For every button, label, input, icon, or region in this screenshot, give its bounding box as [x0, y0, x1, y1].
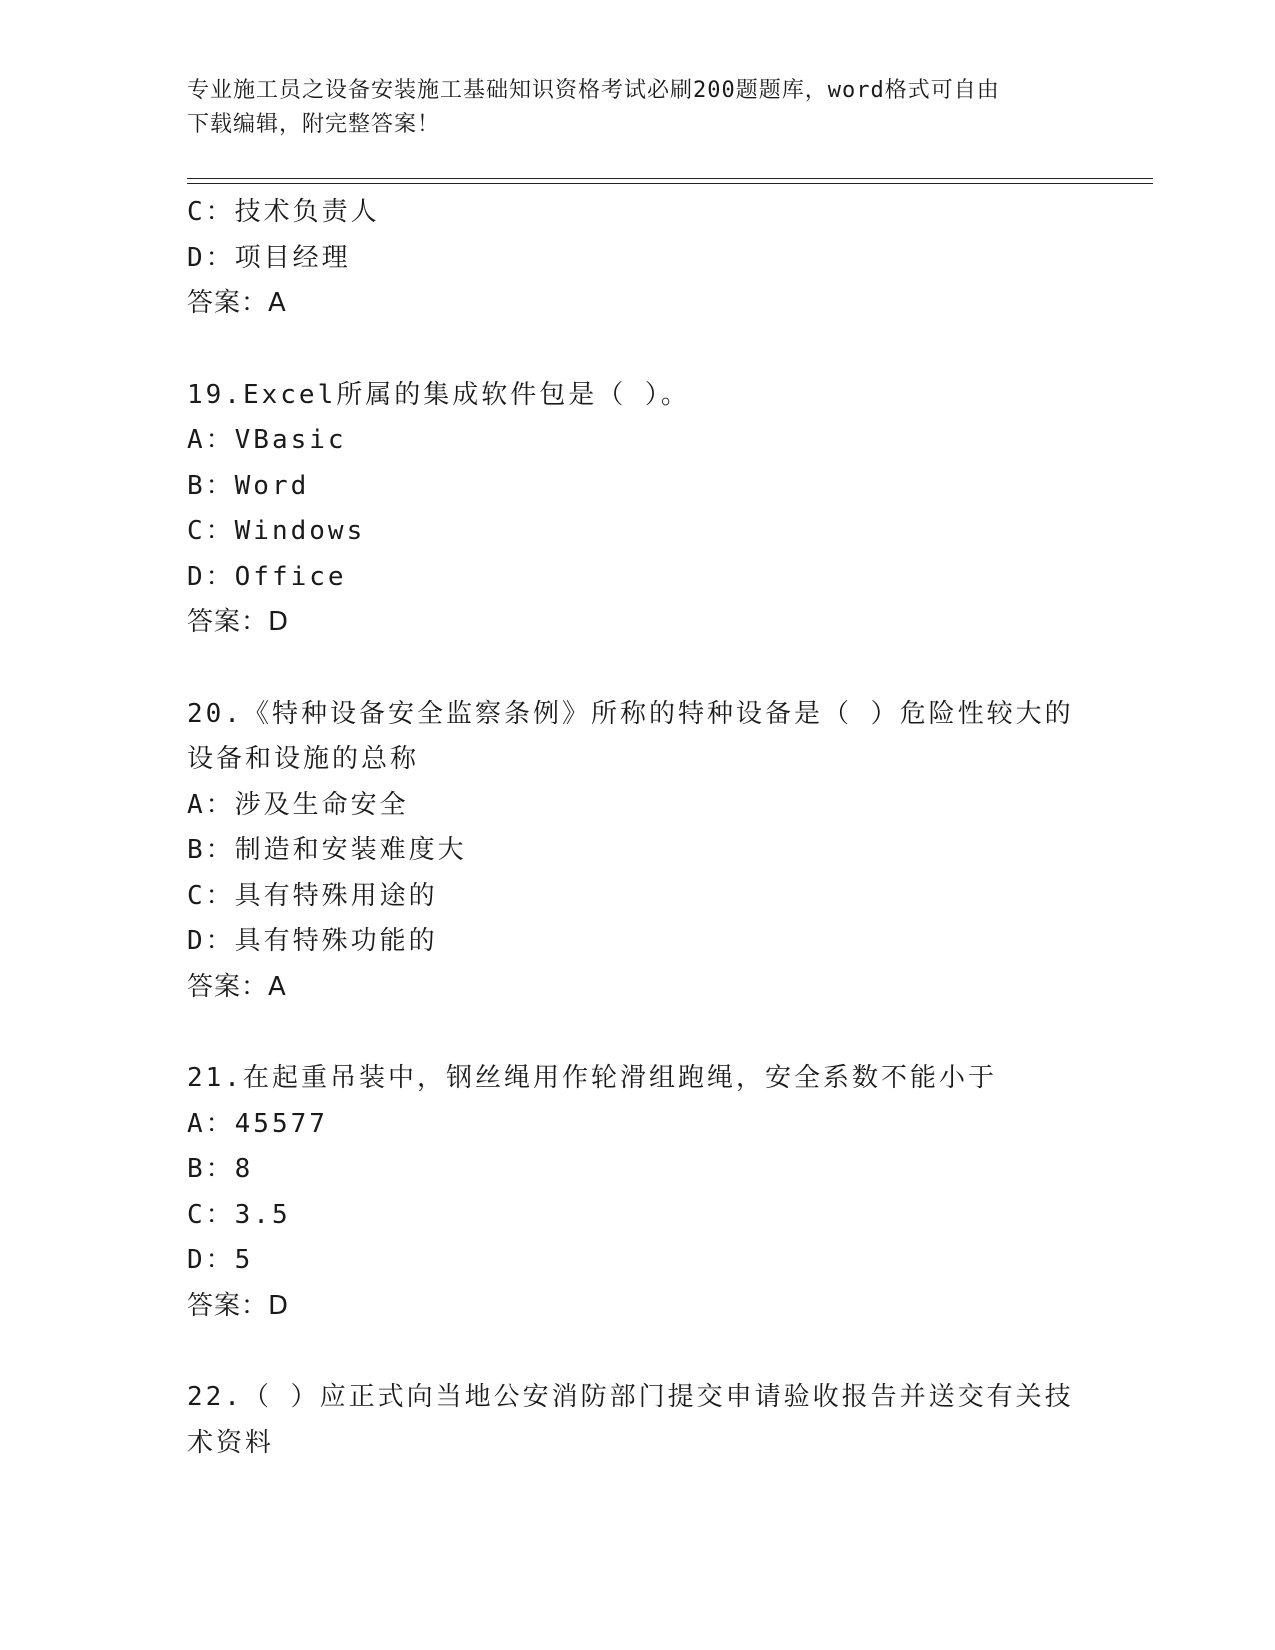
- spacer: [187, 1010, 1087, 1056]
- question-stem-continued: 术资料: [187, 1427, 275, 1458]
- option-d: D：Office: [187, 561, 347, 592]
- question-block-22: [187, 1375, 1087, 1466]
- spacer: [187, 646, 1087, 692]
- question-block-19: [187, 373, 1087, 646]
- answer-line: 答案：D: [187, 1290, 290, 1321]
- option-a: A：45577: [187, 1108, 328, 1139]
- answer-line: 答案：A: [187, 288, 287, 318]
- option-c: C：3.5: [187, 1199, 291, 1230]
- question-stem: 22.（ ）应正式向当地公安消防部门提交申请验收报告并送交有关技: [187, 1382, 1074, 1412]
- question-list: [187, 190, 1087, 1466]
- header-line-1: 专业施工员之设备安装施工基础知识资格考试必刷200题题库，word格式可自由: [187, 78, 1000, 103]
- option-a: A：涉及生命安全: [187, 789, 409, 820]
- document-header: [187, 74, 1067, 142]
- answer-line: 答案：D: [187, 607, 290, 637]
- option-d: D：项目经理: [187, 242, 351, 273]
- header-divider-bottom: [187, 183, 1153, 184]
- header-divider-top: [187, 178, 1153, 179]
- option-b: B：Word: [187, 470, 310, 501]
- option-b: B：制造和安装难度大: [187, 835, 467, 865]
- question-stem: 19.Excel所属的集成软件包是（ ）。: [187, 379, 690, 410]
- option-c: C：具有特殊用途的: [187, 880, 438, 911]
- option-b: B：8: [187, 1154, 254, 1184]
- spacer: [187, 1329, 1087, 1375]
- question-stem: 21.在起重吊装中，钢丝绳用作轮滑组跑绳，安全系数不能小于: [187, 1063, 997, 1093]
- question-stem: 20.《特种设备安全监察条例》所称的特种设备是（ ）危险性较大的: [187, 698, 1074, 729]
- question-block-20: [187, 692, 1087, 1011]
- spacer: [187, 327, 1087, 373]
- option-c: C：Windows: [187, 516, 366, 546]
- question-block-21: [187, 1056, 1087, 1329]
- header-line-2: 下载编辑，附完整答案！: [187, 112, 441, 137]
- question-stem-continued: 设备和设施的总称: [187, 744, 420, 774]
- option-c: C：技术负责人: [187, 197, 380, 227]
- question-block-18-tail: [187, 190, 1087, 327]
- option-d: D：具有特殊功能的: [187, 926, 438, 956]
- option-a: A：VBasic: [187, 425, 347, 455]
- option-d: D：5: [187, 1245, 254, 1275]
- answer-line: 答案：A: [187, 971, 287, 1002]
